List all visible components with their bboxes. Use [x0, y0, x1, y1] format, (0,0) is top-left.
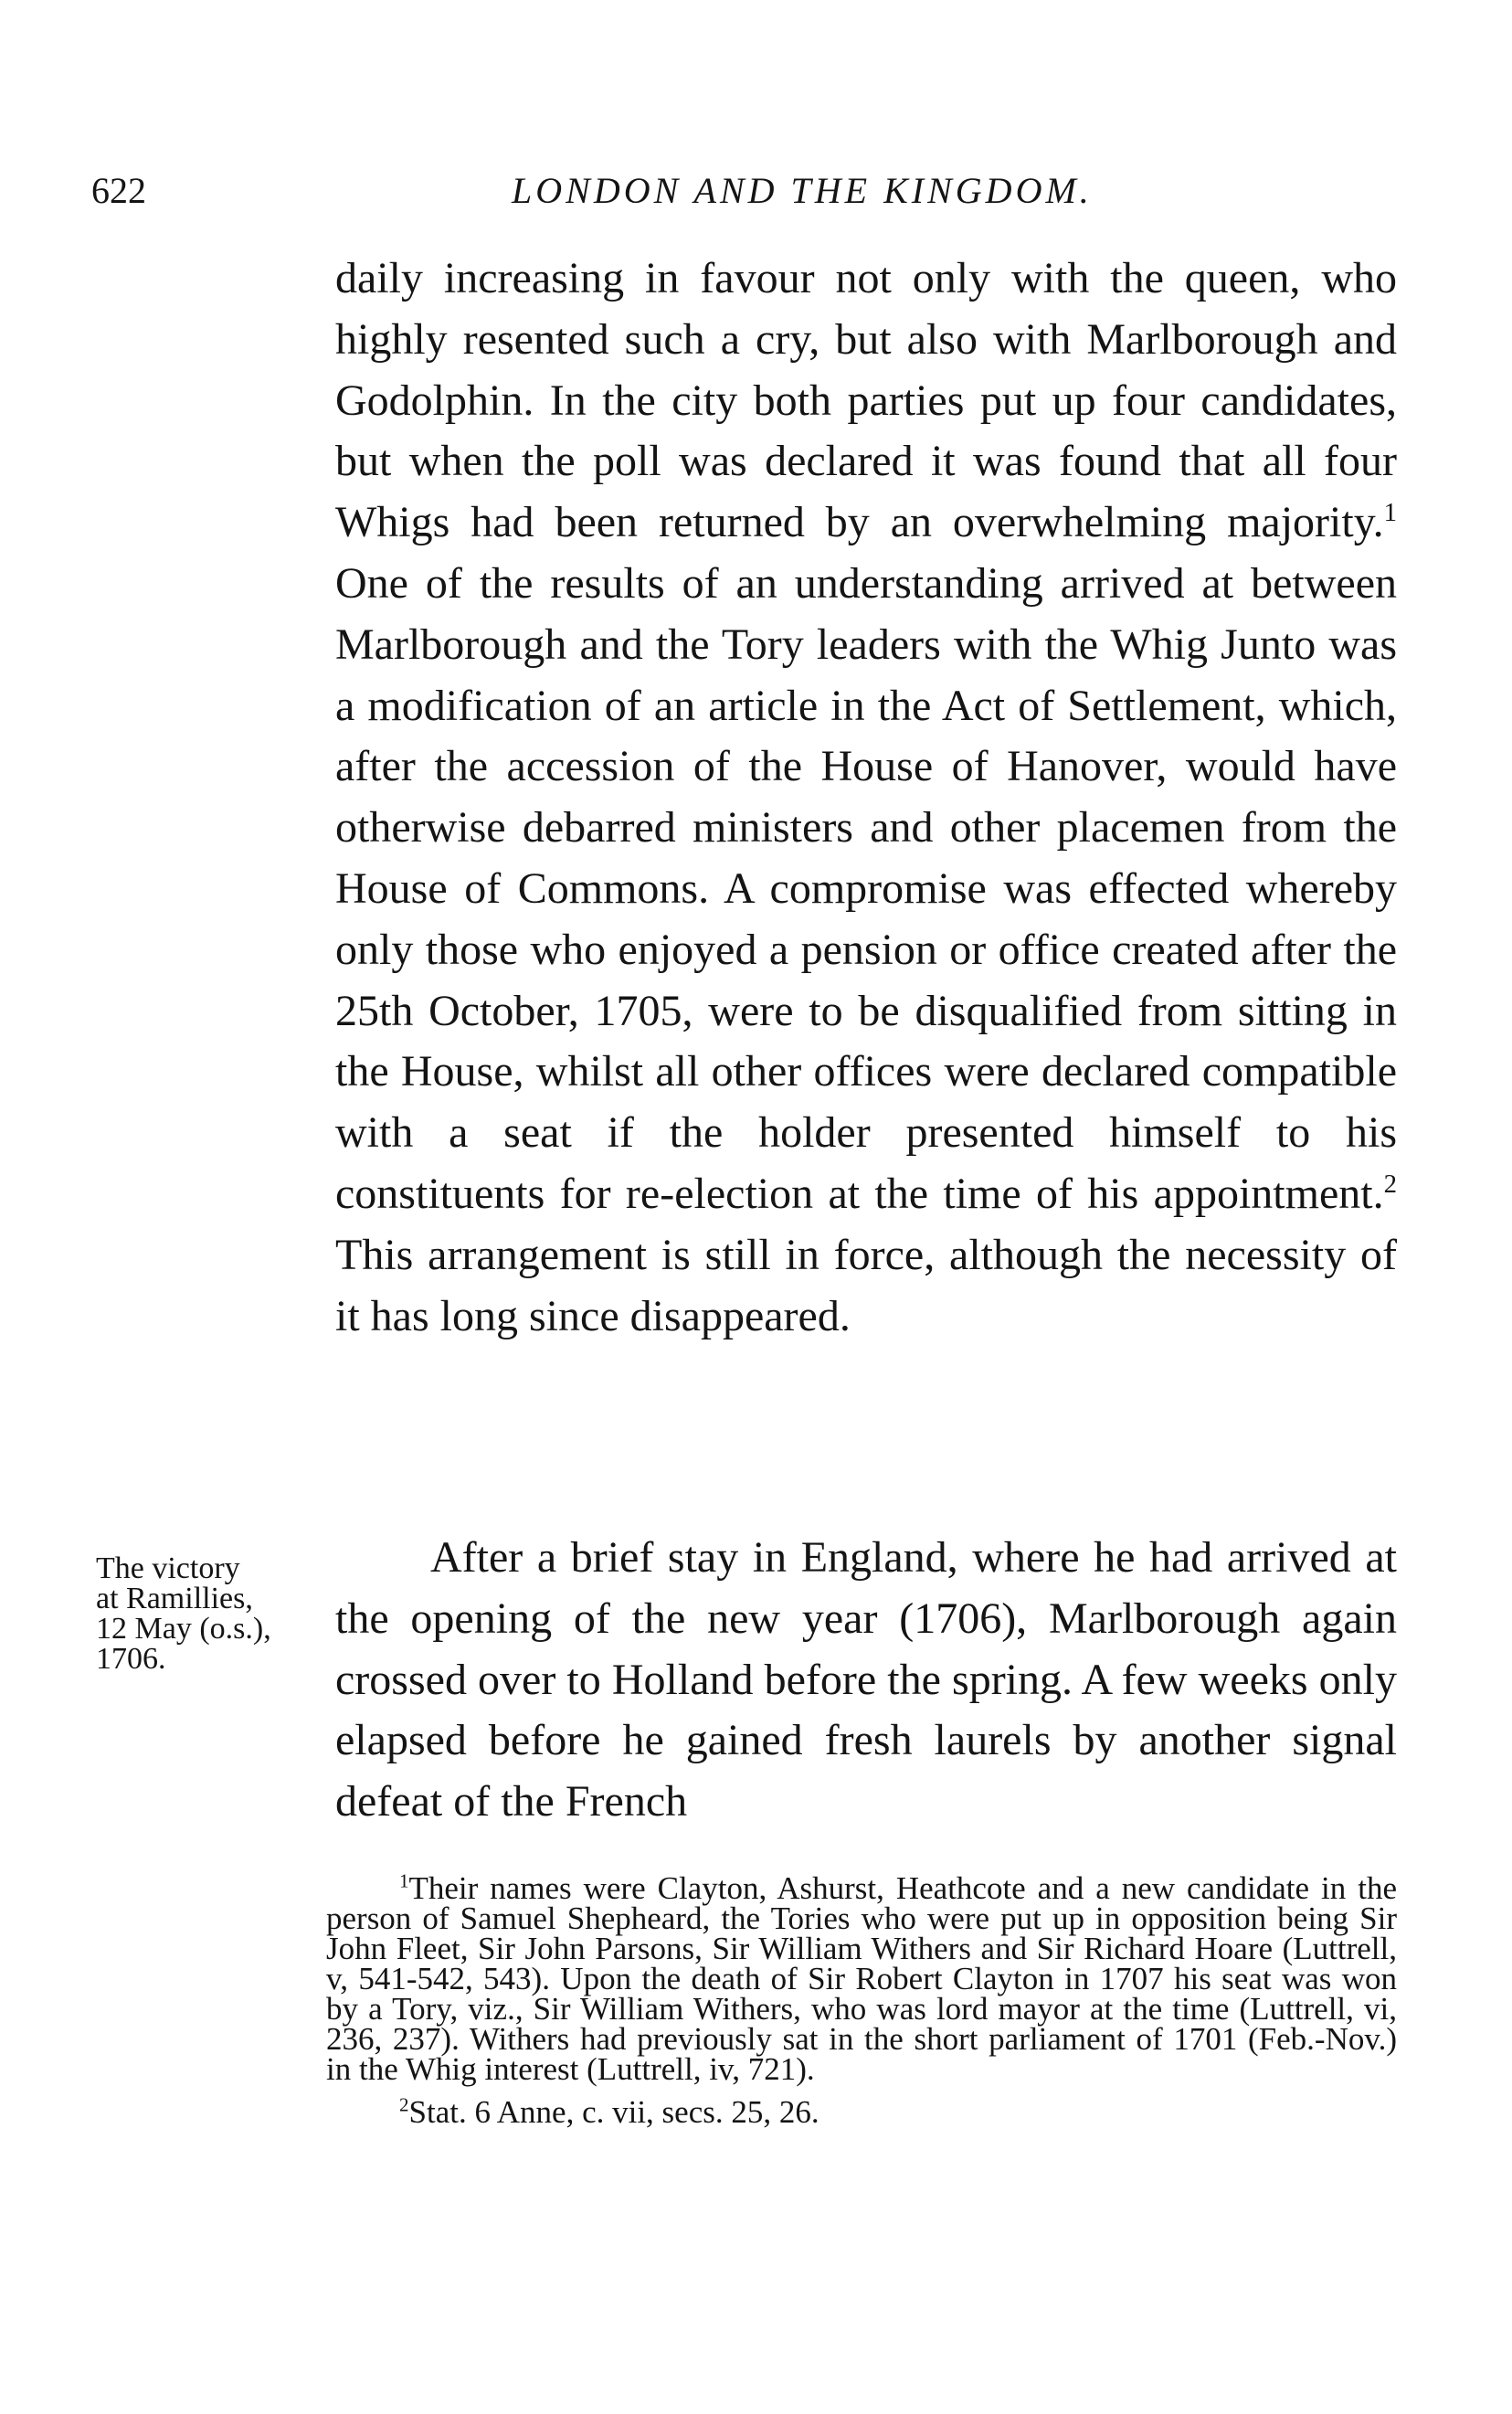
- paragraph-text: This arrangement is still in force, although the necessity of it has long since disappeared.: [335, 1230, 1397, 1340]
- footnote: [326, 2093, 1397, 2130]
- footnote-text: Stat. 6 Anne, c. vii, secs. 25, 26.: [408, 2094, 819, 2130]
- body-paragraph: [335, 249, 1397, 1347]
- footnote-reference: 1: [1383, 498, 1397, 528]
- footnote-reference: 2: [1383, 1169, 1397, 1199]
- footnote-text: Their names were Clayton, Ashurst, Heathcote and a new candidate in the person of Samuel Shepheard, the Tories who were put up in opposition being Sir John Fleet, Sir John Parsons, Sir William Withers and Sir Richard Hoare (Luttrell, v, 541-542, 543). Upon the death of Sir Robert Clayton in 1707 his seat was won by a Tory, viz., Sir William Withers, who was lord mayor at the time (Luttrell, vi, 236, 237). Withers had previously sat in the short parliament of 1701 (Feb.-Nov.) in the Whig interest (Luttrell, iv, 721).: [326, 1870, 1397, 2087]
- marginal-note: [96, 1553, 329, 1674]
- body-paragraph: After a brief stay in England, where he had arrived at the opening of the new year (1706), Marlborough again crossed over to Holland before the spring. A few weeks only elapsed before he gained fresh laurels by another signal defeat of the French: [335, 1533, 1397, 1826]
- paragraph-text: daily increasing in favour not only with the queen, who highly resented such a cry, but also with Marlborough and Godolphin. In the city both parties put up four candidates, but when the poll was declared it was found that all four Whigs had been returned by an overwhelming majority.: [335, 254, 1397, 547]
- footnote-marker: 2: [399, 2093, 409, 2116]
- marginal-note-line: 12 May (o.s.),: [96, 1612, 271, 1646]
- footnotes: [326, 1869, 1397, 2130]
- paragraph-text: One of the results of an understanding arrived at between Marlborough and the Tory leaders with the Whig Junto was a modification of an article in the Act of Settlement, which, after the accession of the House of Hanover, would have otherwise debarred ministers and other placemen from the House of Commons. A compromise was effected whereby only those who enjoyed a pension or office created after the 25th October, 1705, were to be disqualified from sitting in the House, whilst all other offices were declared compatible with a seat if the holder presented himself to his constituents for re-election at the time of his appointment.: [335, 558, 1397, 1218]
- footnote: [326, 1869, 1397, 2087]
- marginal-note-line: 1706.: [96, 1642, 166, 1676]
- page-number: 622: [91, 170, 146, 211]
- marginal-note-line: The victory: [96, 1551, 240, 1585]
- running-title: LONDON AND THE KINGDOM.: [512, 170, 1093, 211]
- marginal-note-line: at Ramillies,: [96, 1582, 253, 1615]
- footnote-marker: 1: [399, 1869, 409, 1892]
